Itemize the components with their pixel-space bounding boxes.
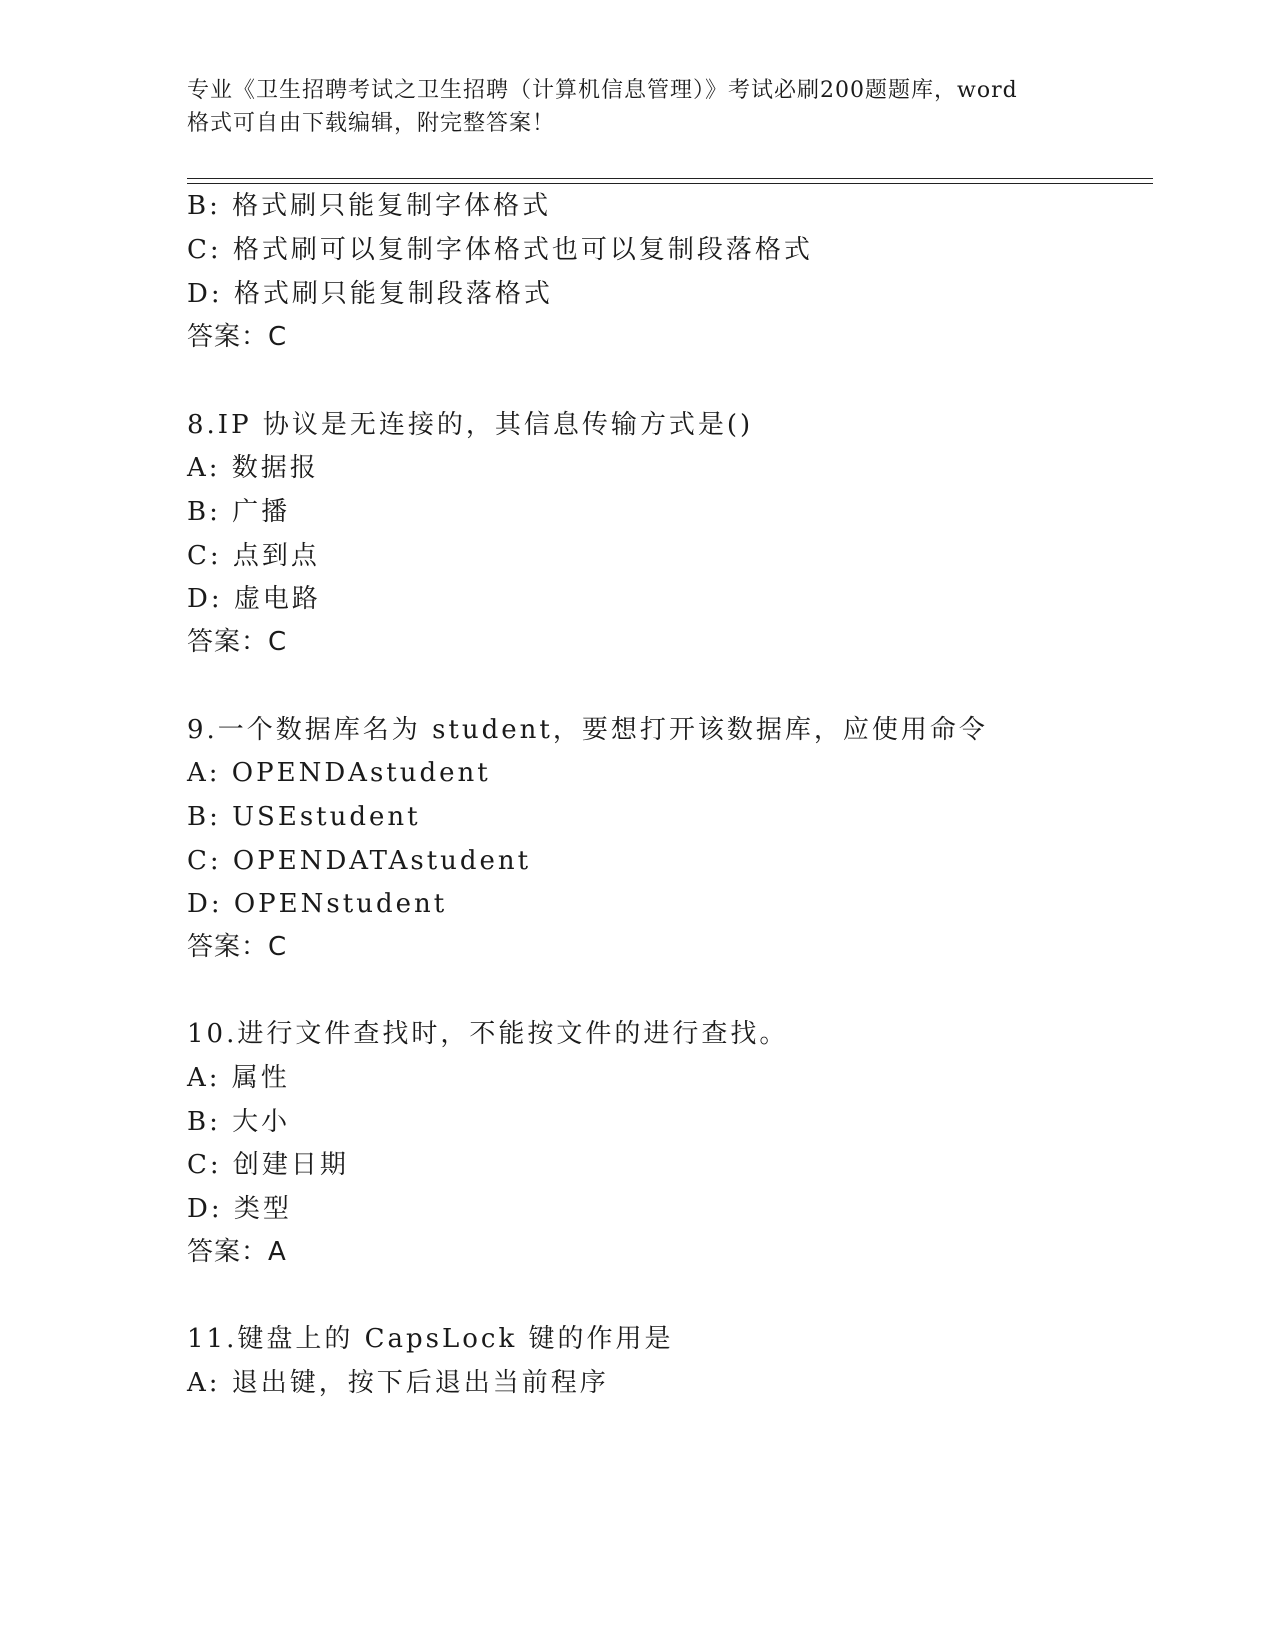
q11-question: 11.键盘上的 CapsLock 键的作用是	[187, 1324, 674, 1354]
q10-option-c: C: 创建日期	[187, 1150, 349, 1180]
header-line-2: 格式可自由下载编辑，附完整答案！	[187, 111, 556, 136]
q9-option-a: A: OPENDAstudent	[187, 758, 491, 788]
header-line-1: 专业《卫生招聘考试之卫生招聘（计算机信息管理）》考试必刷200题题库，word	[187, 78, 1018, 103]
q8-answer: 答案：C	[187, 627, 288, 657]
q8-option-d: D: 虚电路	[187, 584, 321, 614]
header-divider-bottom	[187, 183, 1153, 184]
q7-answer: 答案：C	[187, 322, 288, 352]
q9-option-b: B: USEstudent	[187, 802, 421, 832]
q9-question: 9.一个数据库名为 student，要想打开该数据库，应使用命令	[187, 715, 988, 745]
q10-option-b: B: 大小	[187, 1107, 291, 1137]
q7-option-d: D: 格式刷只能复制段落格式	[187, 279, 553, 309]
q10-question: 10.进行文件查找时，不能按文件的进行查找。	[187, 1019, 789, 1049]
header-divider-top	[187, 178, 1153, 179]
q8-question: 8.IP 协议是无连接的，其信息传输方式是()	[187, 410, 754, 440]
q7-option-c: C: 格式刷可以复制字体格式也可以复制段落格式	[187, 235, 813, 265]
document-header	[187, 74, 1087, 140]
q7-option-b: B: 格式刷只能复制字体格式	[187, 191, 552, 221]
q8-option-c: C: 点到点	[187, 541, 320, 571]
q11-option-a: A: 退出键，按下后退出当前程序	[187, 1368, 609, 1398]
q10-option-d: D: 类型	[187, 1194, 292, 1224]
q8-option-a: A: 数据报	[187, 453, 319, 483]
q9-answer: 答案：C	[187, 932, 288, 962]
q10-answer: 答案：A	[187, 1237, 287, 1267]
q9-option-c: C: OPENDATAstudent	[187, 846, 532, 876]
q10-option-a: A: 属性	[187, 1063, 290, 1093]
q8-option-b: B: 广播	[187, 497, 291, 527]
q9-option-d: D: OPENstudent	[187, 889, 448, 919]
